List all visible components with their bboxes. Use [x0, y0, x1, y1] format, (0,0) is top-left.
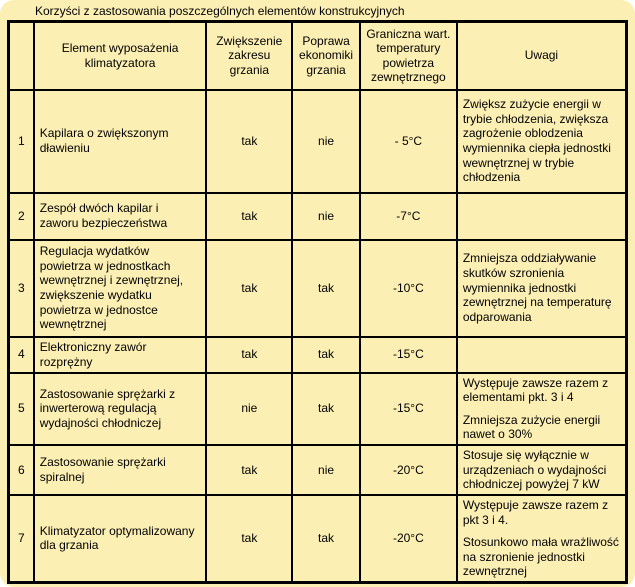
table-row — [9, 90, 627, 193]
element-cell: Regulacja wydatków powietrza w jednostkach wewnętrznej i zewnętrznej, zwiększenie wydatku powietrza w jednostce wewnętrznej — [34, 240, 207, 337]
remarks-paragraph: Zmniejsza zużycie energii nawet o 30% — [462, 412, 601, 442]
remarks-cell — [457, 240, 627, 337]
header-temp-limit: Graniczna wart. temperatury powietrza zewnętrznego — [360, 22, 457, 90]
remarks-paragraph: Stosunkowo mała wrażliwość na szronienie jednostki zewnętrznej — [462, 535, 619, 579]
header-heating-range: Zwiększenie zakresu grzania — [206, 22, 292, 90]
row-number-cell: 4 — [9, 337, 34, 373]
remarks-paragraph: Występuje zawsze razem z pkt 3 i 4. — [462, 497, 609, 527]
heating-range-cell: tak — [206, 337, 292, 373]
row-number-cell: 3 — [9, 240, 34, 337]
table-row — [9, 373, 627, 446]
element-cell: Zastosowanie sprężarki z inwerterową regulacją wydajności chłodniczej — [34, 373, 207, 446]
remarks-paragraph: Zmniejsza oddziaływanie skutków szronienia wymiennika jednostki zewnętrznej na temperaturę odparowania — [462, 251, 612, 324]
heating-economy-cell: tak — [292, 373, 360, 446]
remarks-cell — [457, 373, 627, 446]
temp-limit-cell: - 5°C — [360, 90, 457, 193]
temp-limit-cell: -10°C — [360, 240, 457, 337]
table-row — [9, 240, 627, 337]
element-cell: Elektroniczny zawór rozprężny — [34, 337, 207, 373]
header-remarks: Uwagi — [457, 22, 627, 90]
header-row — [9, 22, 627, 90]
element-cell: Klimatyzator optymalizowany dla grzania — [34, 495, 207, 583]
heating-range-cell: tak — [206, 445, 292, 495]
heating-economy-cell: tak — [292, 495, 360, 583]
heating-economy-cell: nie — [292, 90, 360, 193]
table-row — [9, 495, 627, 583]
heating-range-cell: tak — [206, 90, 292, 193]
heating-range-cell: tak — [206, 240, 292, 337]
temp-limit-cell: -7°C — [360, 193, 457, 240]
heating-economy-cell: nie — [292, 445, 360, 495]
header-number — [9, 22, 34, 90]
temp-limit-cell: -20°C — [360, 445, 457, 495]
temp-limit-cell: -20°C — [360, 495, 457, 583]
remarks-paragraph: Występuje zawsze razem z elementami pkt. 3 i 4 — [462, 375, 609, 405]
row-number-cell: 2 — [9, 193, 34, 240]
remarks-paragraph: Stosuje się wyłącznie w urządzeniach o wydajności chłodniczej powyżej 7 kW — [462, 448, 607, 492]
heating-range-cell: tak — [206, 193, 292, 240]
header-element: Element wyposażenia klimatyzatora — [34, 22, 207, 90]
table-title: Korzyści z zastosowania poszczególnych elementów konstrukcyjnych — [35, 4, 405, 18]
element-cell: Zespół dwóch kapilar i zaworu bezpieczeństwa — [34, 193, 207, 240]
header-heating-economy: Poprawa ekonomiki grzania — [292, 22, 360, 90]
table-row — [9, 193, 627, 240]
benefits-table — [7, 20, 628, 584]
table-row — [9, 445, 627, 495]
remarks-cell — [457, 445, 627, 495]
table-header — [9, 22, 627, 90]
remarks-cell — [457, 337, 627, 373]
heating-economy-cell: tak — [292, 337, 360, 373]
heating-economy-cell: nie — [292, 193, 360, 240]
remarks-cell — [457, 193, 627, 240]
heating-range-cell: nie — [206, 373, 292, 446]
heating-economy-cell: tak — [292, 240, 360, 337]
heating-range-cell: tak — [206, 495, 292, 583]
temp-limit-cell: -15°C — [360, 373, 457, 446]
row-number-cell: 1 — [9, 90, 34, 193]
temp-limit-cell: -15°C — [360, 337, 457, 373]
element-cell: Zastosowanie sprężarki spiralnej — [34, 445, 207, 495]
table-body — [9, 90, 627, 583]
element-cell: Kapilara o zwiększonym dławieniu — [34, 90, 207, 193]
row-number-cell: 6 — [9, 445, 34, 495]
remarks-paragraph: Zwiększ zużycie energii w trybie chłodzenia, zwiększa zagrożenie oblodzenia wymiennika ciepła jednostki wewnętrznej w trybie chłodzenia — [462, 97, 611, 185]
remarks-cell — [457, 495, 627, 583]
row-number-cell: 7 — [9, 495, 34, 583]
table-row — [9, 337, 627, 373]
row-number-cell: 5 — [9, 373, 34, 446]
remarks-cell — [457, 90, 627, 193]
